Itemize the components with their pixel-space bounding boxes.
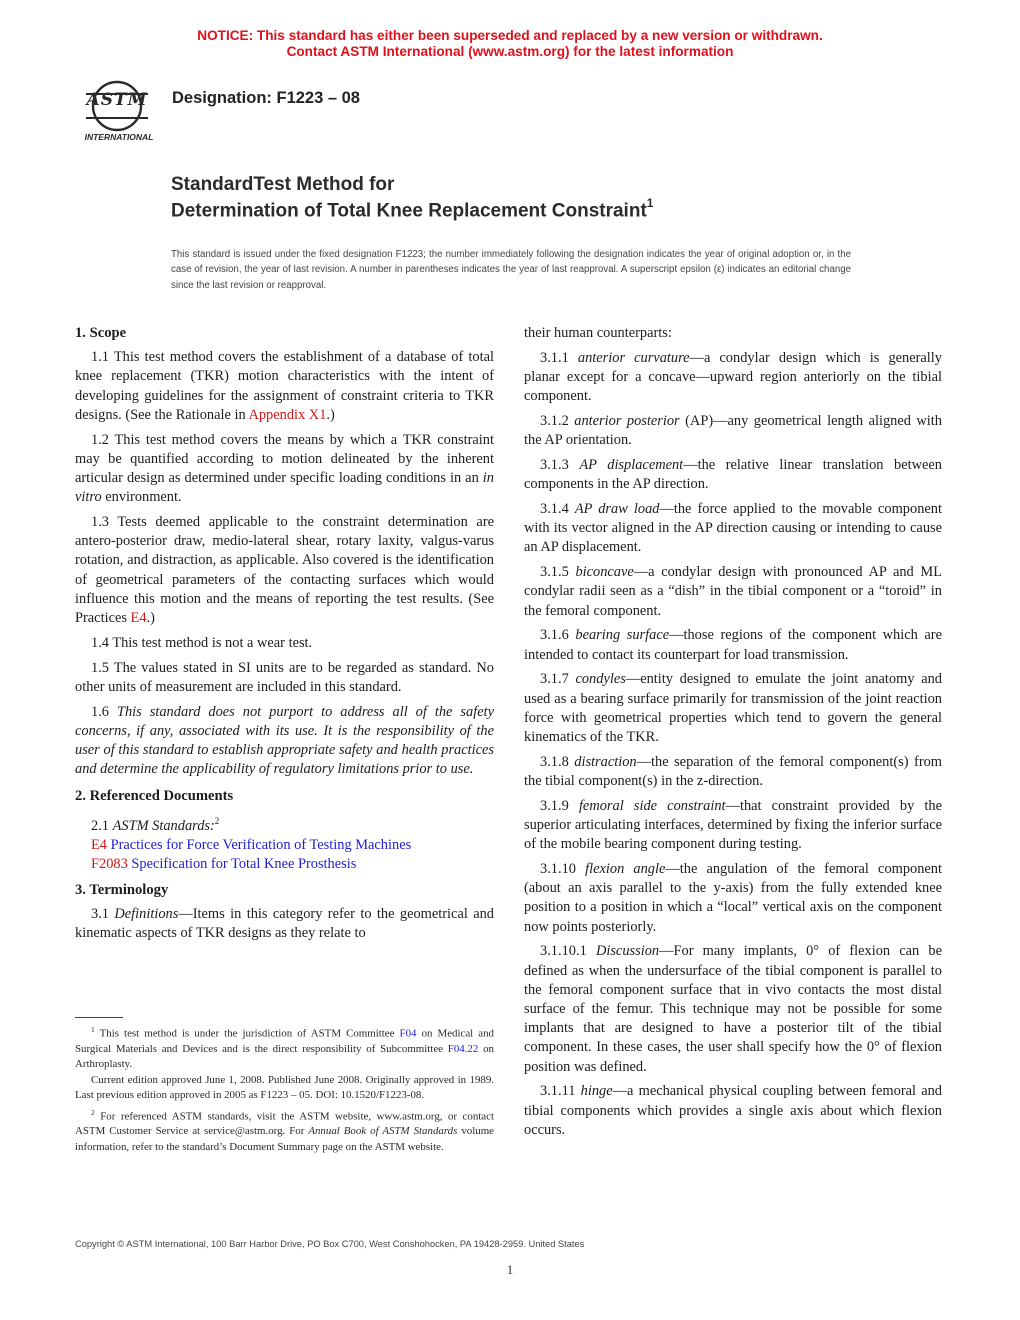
appendix-x1-link[interactable]: Appendix X1	[248, 406, 327, 423]
title-line-1: StandardTest Method for	[171, 174, 395, 195]
logo-label: INTERNATIONAL	[84, 132, 154, 142]
def-3-1-8: 3.1.8 distraction—the separation of the femoral component(s) from the tibial component(s) in the z-direction.	[524, 753, 942, 790]
copyright: Copyright © ASTM International, 100 Barr Harbor Drive, PO Box C700, West Conshohocken, PA 19428-2959. United States	[75, 1239, 585, 1249]
scope-heading: 1. Scope	[75, 325, 127, 341]
para-1-2: 1.2 This test method covers the means by which a TKR constraint may be quantified according to motion delineated by the inherent articular design as determined under specific loading conditions in an in vitro environment.	[75, 431, 494, 506]
def-3-1-2: 3.1.2 anterior posterior (AP)—any geometrical length aligned with the AP orientation.	[524, 413, 942, 449]
committee-f04-link[interactable]: F04	[399, 1027, 417, 1040]
reference-e4-link[interactable]: E4 Practices for Force Verification of Testing Machines	[91, 836, 412, 853]
para-1-6: 1.6 This standard does not purport to address all of the safety concerns, if any, associated with its use. It is the responsibility of the user of this standard to establish appropriate safety and health practices and determine the applicability of regulatory limitations prior to use.	[75, 703, 494, 778]
notice-line-2: Contact ASTM International (www.astm.org) for the latest information	[286, 44, 734, 59]
def-3-1-6: 3.1.6 bearing surface—those regions of the component which are intended to contact its counterpart for load transmission.	[524, 627, 942, 663]
def-3-1-9: 3.1.9 femoral side constraint—that constraint provided by the superior articulating interfaces, determined by fixing the inferior surface of the mobile bearing component during testing.	[524, 797, 943, 853]
para-1-3: 1.3 Tests deemed applicable to the constraint determination are antero-posterior draw, medio-lateral shear, rotary laxity, valgus-varus rotation, and distraction, as applicable. Also covered is the identification of geometrical parameters of the contacting surfaces which would influence this motion and the means of reporting the test results. (See Practices E4.)	[75, 514, 494, 627]
footnote-rule	[75, 1017, 123, 1018]
def-3-1-10: 3.1.10 flexion angle—the angulation of the femoral component (about an axis parallel to the y-axis) from the fully extended knee position to a position in which a “local” vertical axis on the component now points posteriorly.	[524, 861, 942, 935]
right-column	[524, 324, 942, 1146]
para-1-4: 1.4 This test method is not a wear test.	[91, 634, 313, 651]
def-3-1-5: 3.1.5 biconcave—a condylar design with pronounced AP and ML condylar radii seen as a “dish” in the tibial component or a “toroid” in the femoral component.	[524, 564, 942, 619]
page-number: 1	[506, 1262, 514, 1277]
footnote-1-edition: Current edition approved June 1, 2008. Published June 2008. Originally approved in 1989. Last previous edition approved in 2005 as F1223 – 05. DOI: 10.1520/F1223-08.	[75, 1074, 494, 1102]
reference-list	[75, 836, 494, 874]
logo-mark: ASTM	[86, 90, 148, 110]
def-3-1-11: 3.1.11 hinge—a mechanical physical coupling between femoral and tibial components which provides a single axis about which flexion occurs.	[524, 1083, 942, 1138]
continuation-text: their human counterparts:	[524, 325, 672, 341]
footnote-1: $^1$ This test method is under the jurisdiction of ASTM Committee F04 on Medical and Surgical Materials and Devices and is the direct responsibility of Subcommittee F04.22 on Arthroplasty.	[75, 1025, 494, 1071]
title-footnote-mark: 1	[646, 196, 654, 210]
para-2-1: 2.1 ASTM Standards:$^2$	[91, 815, 220, 834]
reference-f2083-link[interactable]: F2083 Specification for Total Knee Prosthesis	[91, 855, 357, 872]
title-main: Determination of Total Knee Replacement Constraint	[171, 200, 647, 222]
footnote-2: $^2$ For referenced ASTM standards, visit the ASTM website, www.astm.org, or contact ASTM Customer Service at service@astm.org. For Annual Book of ASTM Standards volume information, refer to the standard’s Document Summary page on the ASTM website.	[75, 1107, 495, 1153]
para-1-1: 1.1 This test method covers the establishment of a database of total knee replacement (TKR) motion characteristics with the intent of developing guidelines for the assignment of constraint criteria to TKR designs. (See the Rationale in Appendix X1.)	[75, 349, 494, 423]
title-line-2	[171, 198, 653, 222]
left-column	[75, 324, 494, 949]
notice-line-1: NOTICE: This standard has either been superseded and replaced by a new version or withdrawn.	[197, 28, 823, 43]
def-3-1-3: 3.1.3 AP displacement—the relative linear translation between components in the AP direction.	[524, 457, 943, 493]
subcommittee-f04-22-link[interactable]: F04.22	[447, 1042, 479, 1055]
para-1-5: 1.5 The values stated in SI units are to be regarded as standard. No other units of measurement are included in this standard.	[75, 659, 494, 695]
def-3-1-4: 3.1.4 AP draw load—the force applied to the movable component with its vector aligned in the AP direction causing or intending to cause an AP displacement.	[524, 501, 942, 556]
issued-note: This standard is issued under the fixed designation F1223; the number immediately following the designation indicates the year of original adoption or, in the case of revision, the year of last revision. A number in parentheses indicates the year of last reapproval. A superscript epsilon (ε) indicates an editorial change since the last revision or reapproval.	[171, 249, 851, 291]
def-3-1-10-1: 3.1.10.1 Discussion—For many implants, 0° of flexion can be defined as when the undersurface of the tibial component is parallel to the femoral component surface that in vivo contacts the most distal surface of the femur. This technique may not be possible for some implants that are designed to have a posterior tilt of the tibial component. In these cases, the user shall specify how the 0° of flexion position was defined.	[524, 943, 942, 1075]
referenced-documents-heading: 2. Referenced Documents	[75, 788, 234, 805]
footnotes	[75, 1022, 494, 1156]
terminology-heading: 3. Terminology	[75, 882, 169, 899]
def-3-1-1: 3.1.1 anterior curvature—a condylar design which is generally planar except for a concave—upward region anteriorly on the tibial component.	[524, 349, 942, 405]
para-3-1: 3.1 Definitions—Items in this category refer to the geometrical and kinematic aspects of TKR designs as they relate to	[75, 906, 494, 942]
astm-logo	[72, 76, 162, 142]
def-3-1-7: 3.1.7 condyles—entity designed to emulate the joint anatomy and used as a bearing surface primarily for transmission of the joint reaction force with geometrical properties which tend to govern the general kinematics of the TKR.	[524, 671, 942, 746]
practices-e4-link[interactable]: E4	[130, 610, 147, 627]
designation: Designation: F1223 – 08	[172, 89, 360, 107]
